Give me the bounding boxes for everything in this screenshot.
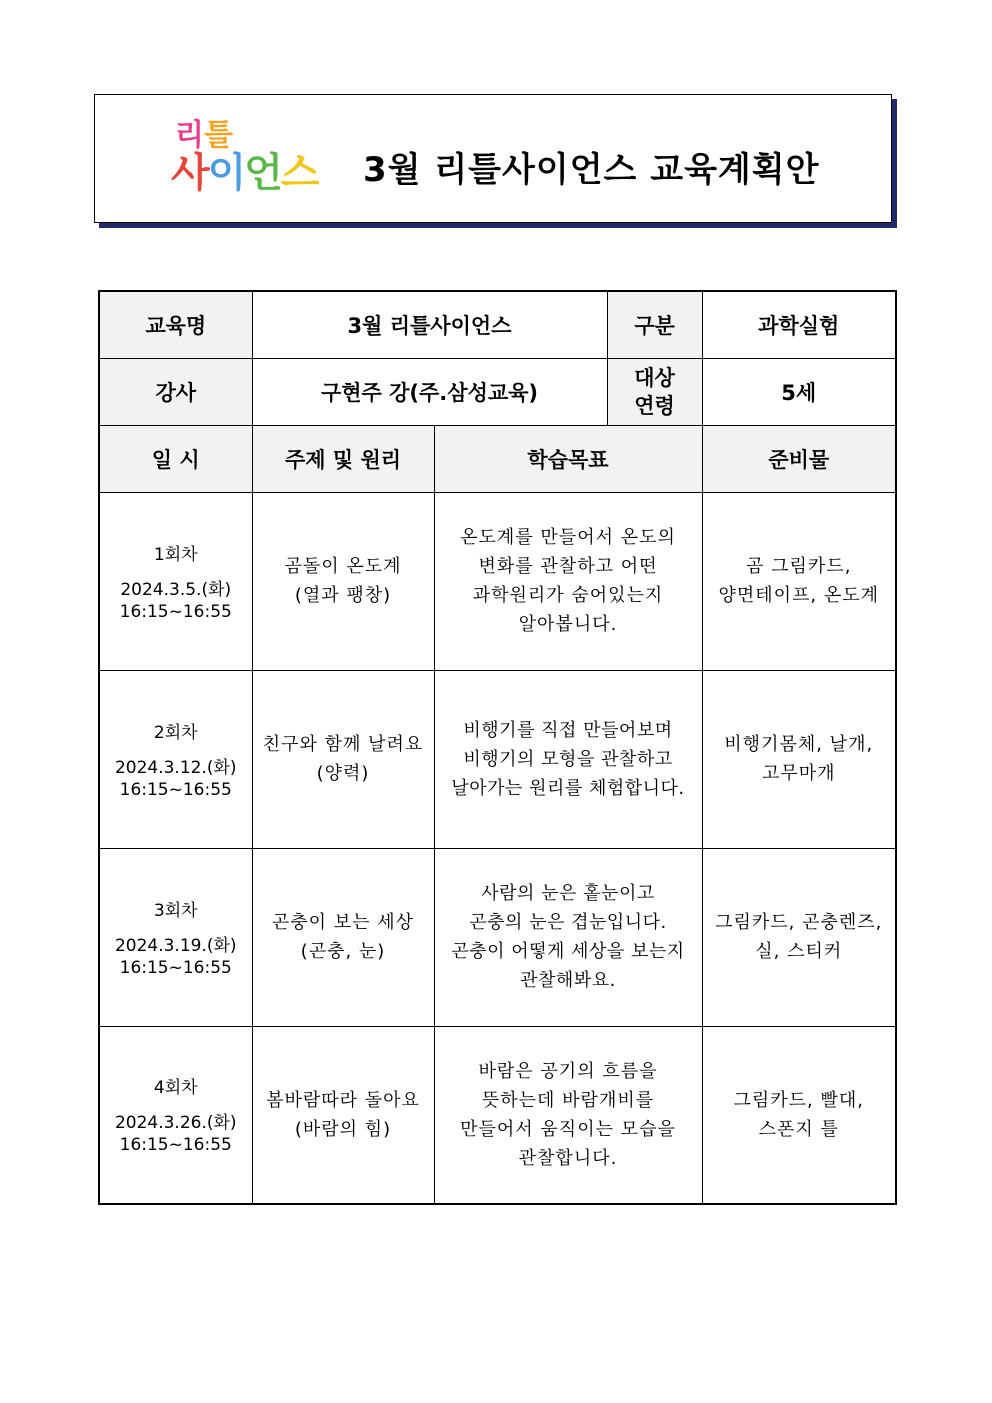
- edu-name-label: 교육명: [99, 291, 252, 358]
- materials-cell: [702, 670, 896, 848]
- category-value: 과학실험: [702, 291, 896, 358]
- goal-line: 과학원리가 숨어있는지: [472, 585, 664, 606]
- materials-line: 그림카드, 빨대,: [733, 1089, 864, 1111]
- title-box: [94, 94, 892, 223]
- session-date: 2024.3.12.(화): [114, 757, 237, 778]
- goal-line: 알아봅니다.: [518, 614, 618, 635]
- topic-line: 곰돌이 온도계: [284, 556, 402, 577]
- age-label-line: 대상: [634, 365, 675, 390]
- topic-line: (열과 팽창): [294, 585, 392, 606]
- session-number: 1회차: [153, 544, 198, 565]
- info-row-instructor: [99, 358, 896, 425]
- topic-cell: [252, 848, 434, 1026]
- session-cell: [99, 848, 252, 1026]
- goal-line: 관찰해봐요.: [520, 970, 616, 991]
- logo-char: 사: [171, 150, 208, 196]
- goal-line: 뜻하는데 바람개비를: [481, 1089, 655, 1111]
- topic-line: 친구와 함께 날려요: [262, 734, 424, 755]
- goal-cell: [434, 492, 702, 670]
- topic-cell: [252, 670, 434, 848]
- session-date: 2024.3.19.(화): [114, 935, 237, 956]
- goal-line: 비행기의 모형을 관찰하고: [463, 748, 673, 770]
- edu-name-value: 3월 리틀사이언스: [252, 291, 607, 358]
- materials-line: 고무마개: [761, 763, 836, 784]
- logo-char: 스: [280, 150, 318, 196]
- session-cell: [99, 492, 252, 670]
- materials-line: 양면테이프, 온도계: [718, 585, 880, 606]
- table-row: [99, 848, 896, 1026]
- materials-line: 그림카드, 곤충렌즈,: [715, 912, 883, 933]
- table-row: [99, 492, 896, 670]
- session-cell: [99, 1026, 252, 1204]
- topic-cell: [252, 1026, 434, 1204]
- education-plan-table: [98, 290, 897, 1205]
- document-title: 3월 리틀사이언스 교육계획안: [363, 150, 820, 190]
- goal-line: 사람의 눈은 홑눈이고: [481, 883, 655, 904]
- column-header-topic: 주제 및 원리: [252, 425, 434, 492]
- session-date: 2024.3.26.(화): [114, 1113, 237, 1134]
- goal-line: 변화를 관찰하고 어떤: [478, 556, 658, 577]
- session-date: 2024.3.5.(화): [120, 579, 232, 600]
- goal-cell: [434, 848, 702, 1026]
- goal-line: 비행기를 직접 만들어보며: [463, 719, 673, 741]
- goal-cell: [434, 1026, 702, 1204]
- session-number: 4회차: [153, 1078, 198, 1099]
- materials-cell: [702, 492, 896, 670]
- table-row: [99, 670, 896, 848]
- age-label: [607, 358, 702, 425]
- little-science-logo: [171, 119, 341, 205]
- materials-line: 곰 그림카드,: [746, 556, 852, 577]
- table-row: [99, 1026, 896, 1204]
- category-label: 구분: [607, 291, 702, 358]
- topic-line: 봄바람따라 돌아요: [266, 1089, 420, 1111]
- topic-line: (바람의 힘): [294, 1118, 392, 1140]
- topic-line: (양력): [316, 763, 370, 784]
- materials-line: 실, 스티커: [755, 941, 843, 962]
- column-header-date: 일 시: [99, 425, 252, 492]
- topic-line: 곤충이 보는 세상: [271, 912, 415, 933]
- logo-char: 언: [244, 150, 281, 196]
- topic-cell: [252, 492, 434, 670]
- session-number: 3회차: [153, 900, 198, 921]
- goal-line: 바람은 공기의 흐름을: [478, 1060, 658, 1082]
- session-cell: [99, 670, 252, 848]
- logo-char: 틀: [203, 118, 233, 153]
- session-number: 2회차: [153, 722, 198, 743]
- age-label-line: 연령: [634, 393, 675, 418]
- column-header-row: [99, 425, 896, 492]
- info-row-name: [99, 291, 896, 358]
- session-time: 16:15~16:55: [119, 779, 232, 800]
- column-header-goal: 학습목표: [434, 425, 702, 492]
- goal-cell: [434, 670, 702, 848]
- goal-line: 곤충의 눈은 겹눈입니다.: [469, 912, 667, 933]
- materials-line: 스폰지 틀: [758, 1118, 839, 1140]
- logo-char: 리: [175, 118, 204, 153]
- materials-line: 비행기몸체, 날개,: [724, 734, 874, 755]
- goal-line: 날아가는 원리를 체험합니다.: [451, 777, 685, 799]
- logo-char: 이: [207, 150, 245, 196]
- goal-line: 관찰합니다.: [518, 1147, 618, 1169]
- goal-line: 온도계를 만들어서 온도의: [460, 527, 676, 548]
- goal-line: 곤충이 어떻게 세상을 보는지: [451, 941, 685, 962]
- instructor-value: 구현주 강(주.삼성교육): [252, 358, 607, 425]
- materials-cell: [702, 848, 896, 1026]
- age-value: 5세: [702, 358, 896, 425]
- topic-line: (곤충, 눈): [300, 941, 386, 962]
- goal-line: 만들어서 움직이는 모습을: [460, 1118, 676, 1140]
- session-time: 16:15~16:55: [119, 601, 232, 622]
- instructor-label: 강사: [99, 358, 252, 425]
- column-header-materials: 준비물: [702, 425, 896, 492]
- session-time: 16:15~16:55: [119, 1135, 232, 1156]
- session-time: 16:15~16:55: [119, 957, 232, 978]
- materials-cell: [702, 1026, 896, 1204]
